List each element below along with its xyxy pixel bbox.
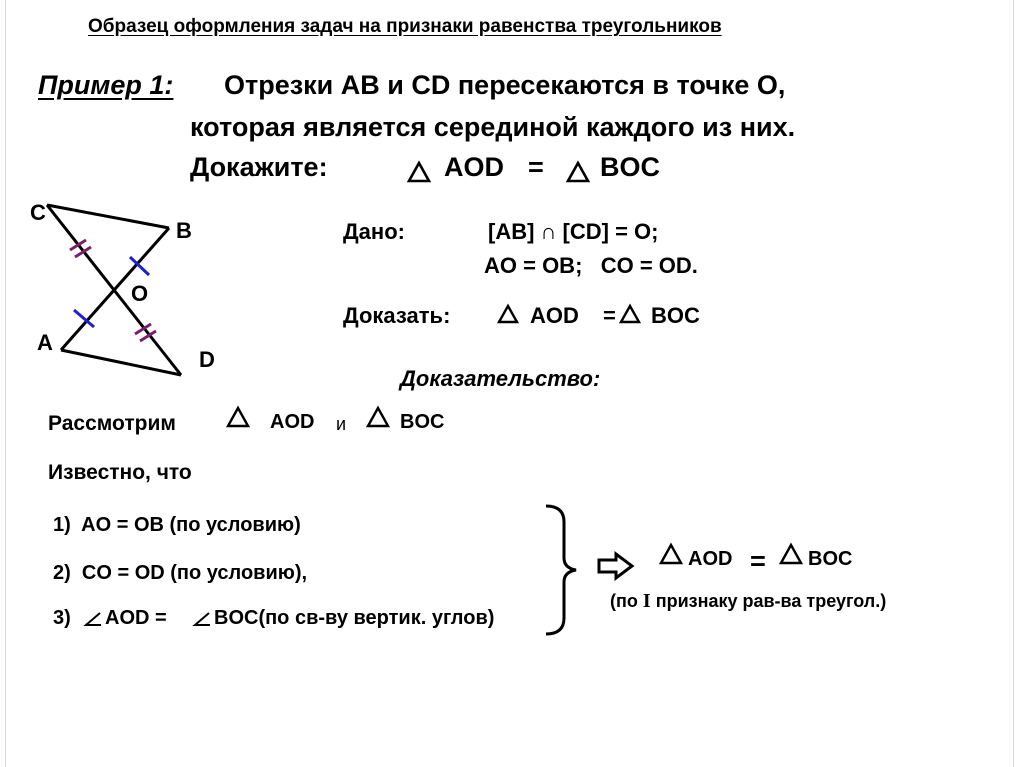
step-3-number: 3) bbox=[53, 607, 71, 629]
conclusion-note-roman: I bbox=[642, 590, 651, 612]
consider-tri-boc: BOC bbox=[400, 411, 445, 433]
conclusion-note-rest: признаку рав-ва треугол.) bbox=[655, 591, 887, 611]
point-label-o: O bbox=[131, 281, 149, 306]
example-equals: = bbox=[528, 152, 544, 182]
step-3-aod: AOD = bbox=[105, 607, 167, 629]
triangle-icon bbox=[566, 160, 590, 184]
step-2: 2) CO = OD (по условию), bbox=[53, 562, 308, 584]
given-label: Дано: bbox=[343, 219, 405, 244]
consider-label: Рассмотрим bbox=[48, 412, 176, 435]
triangle-icon bbox=[407, 160, 431, 184]
triangle-icon bbox=[779, 542, 803, 566]
to-prove-equals: = bbox=[603, 303, 616, 328]
example-line-1: Отрезки АВ и CD пересекаются в точке О, bbox=[224, 70, 786, 100]
example-prove-label: Докажите: bbox=[190, 152, 328, 182]
example-tri-aod: AOD bbox=[444, 152, 504, 182]
triangle-icon bbox=[226, 405, 250, 429]
to-prove-tri-aod: AOD bbox=[530, 303, 579, 328]
triangle-icon bbox=[619, 303, 641, 325]
point-label-b: B bbox=[176, 218, 192, 243]
to-prove-tri-boc: BOC bbox=[651, 303, 700, 328]
brace-bracket bbox=[540, 500, 590, 640]
point-label-d: D bbox=[199, 347, 215, 372]
conclusion-note-open: (по bbox=[610, 591, 638, 611]
conclusion-tri-boc: BOC bbox=[808, 548, 853, 570]
tick-co-1 bbox=[70, 240, 86, 250]
point-label-c: C bbox=[30, 200, 46, 225]
given-line-1: [AB] ∩ [CD] = O; bbox=[488, 219, 659, 244]
to-prove-label: Доказать: bbox=[343, 303, 451, 328]
step-3-boc: BOC(по св-ву вертик. углов) bbox=[214, 607, 495, 629]
angle-icon bbox=[83, 610, 103, 628]
known-label: Известно, что bbox=[48, 461, 192, 484]
conclusion-tri-aod: AOD bbox=[688, 548, 733, 570]
conclusion-note bbox=[610, 590, 886, 613]
conclusion-equals: = bbox=[750, 546, 766, 576]
triangle-icon bbox=[366, 405, 390, 429]
slide-border-right bbox=[1013, 0, 1014, 767]
triangle-icon bbox=[659, 542, 683, 566]
consider-and: и bbox=[336, 414, 347, 434]
point-label-a: A bbox=[37, 330, 53, 355]
page-title: Образец оформления задач на признаки равенства треугольников bbox=[88, 16, 722, 37]
example-label: Пример 1: bbox=[38, 70, 174, 100]
consider-tri-aod: AOD bbox=[270, 411, 315, 433]
angle-icon bbox=[192, 610, 212, 628]
example-tri-boc: BOC bbox=[600, 152, 660, 182]
segment-cb bbox=[47, 205, 169, 228]
example-line-2: которая является серединой каждого из них. bbox=[190, 112, 796, 142]
implies-arrow-icon bbox=[596, 551, 636, 581]
triangle-icon bbox=[497, 303, 519, 325]
step-1: 1) AO = OB (по условию) bbox=[53, 514, 301, 536]
given-line-2: AO = OB; CO = OD. bbox=[484, 253, 698, 278]
proof-heading: Доказательство: bbox=[400, 366, 601, 391]
